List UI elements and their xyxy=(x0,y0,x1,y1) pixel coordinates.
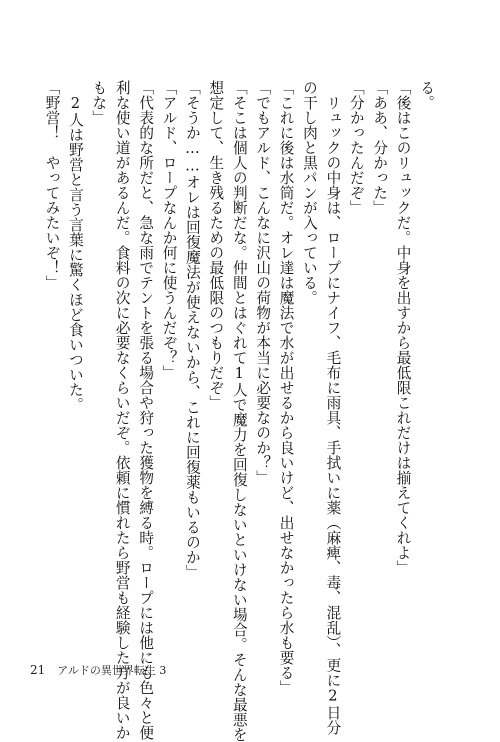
text-line: 利な使い道があるんだ。食料の次に必要なくらいだぞ。依頼に慣れたら野営も経験した方が良いか xyxy=(113,80,131,740)
text-line: 「そこは個人の判断だな。仲間とはぐれて1人で魔力を回復しないといけない場合。そんな最悪を xyxy=(230,80,248,742)
text-line: 「野営！ やってみたいぞ！」 xyxy=(43,80,61,290)
text-line: もな」 xyxy=(90,80,108,125)
text-line: る。 xyxy=(418,80,435,110)
text-line: の干し肉と黒パンが入っている。 xyxy=(300,80,318,305)
book-title: アルドの異世界転生 3 xyxy=(57,664,167,677)
text-line: 2人は野営と言う言葉に驚くほど食いついた。 xyxy=(66,80,84,413)
page-number: 21 xyxy=(30,663,46,677)
text-line: 「分かったんだぞ」 xyxy=(347,80,365,215)
page-footer xyxy=(30,662,166,678)
text-line: 想定して、生き残るための最低限のつもりだぞ」 xyxy=(207,80,225,410)
text-line: 「でもアルド、こんなに沢山の荷物が本当に必要なのか？」 xyxy=(254,80,272,485)
text-line: 「これに後は水筒だ。オレ達は魔法で水が出せるから良いけど、出せなかったら水も要る」 xyxy=(277,80,295,695)
text-line: 「代表的な所だと、急な雨でテントを張る場合や狩った獲物を縛る時。ロープには他にも色々と便 xyxy=(137,80,155,740)
text-line: リュックの中身は、ロープにナイフ、毛布に雨具、手拭いに薬（麻痺、毒、混乱）、更に2日分 xyxy=(324,80,342,736)
text-line: 「アルド、ロープなんか何に使うんだぞ？」 xyxy=(160,80,178,380)
text-line: 「ああ、分かった」 xyxy=(371,80,389,215)
text-line: 「そうか……オレは回復魔法が使えないから、これに回復薬もいるのか」 xyxy=(183,80,201,580)
text-line: 「後はこのリュックだ。中身を出すから最低限これだけは揃えてくれよ」 xyxy=(394,80,412,575)
